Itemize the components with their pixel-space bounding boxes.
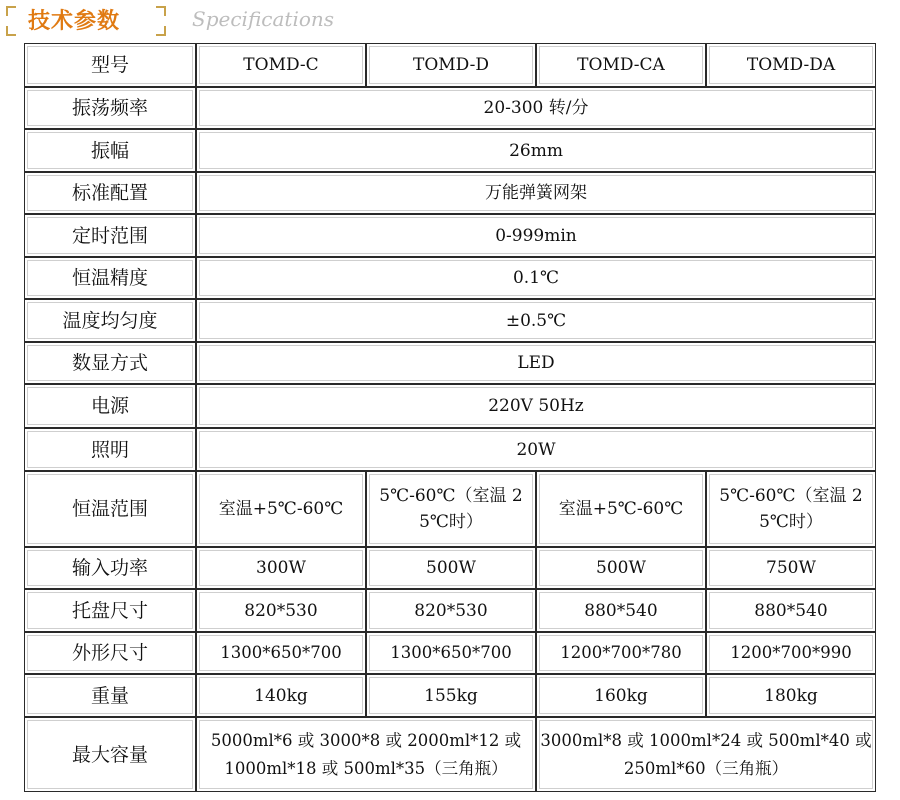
capacity-text: 5000ml*6 或 3000*8 或 2000ml*12 或 1000ml*18 或 500ml*35（三角瓶） — [210, 730, 522, 778]
shared-value — [196, 257, 876, 299]
value-text: 1200*700*780 — [560, 643, 682, 662]
temp-range-cell — [196, 471, 366, 547]
row-label — [24, 257, 196, 299]
value-cell — [196, 547, 366, 589]
value-text: 750W — [766, 558, 816, 578]
value-cell — [536, 589, 706, 632]
value-text: 880*540 — [584, 600, 658, 621]
value-text: 820*530 — [414, 600, 488, 621]
shared-value-text: 20W — [516, 439, 556, 460]
row-label-text: 振荡频率 — [71, 97, 148, 119]
temp-range-cell — [706, 471, 876, 547]
shared-value-text: 万能弹簧网架 — [485, 183, 587, 203]
corner-ornament-icon — [6, 26, 16, 36]
capacity-cell — [536, 717, 876, 792]
row-label — [24, 172, 196, 214]
capacity-cell — [196, 717, 536, 792]
section-header — [6, 4, 366, 36]
temp-range-cell — [366, 471, 536, 547]
value-cell — [536, 547, 706, 589]
value-cell — [366, 632, 536, 674]
value-cell — [366, 589, 536, 632]
corner-ornament-icon — [156, 6, 166, 16]
shared-value-text: ±0.5℃ — [505, 310, 567, 331]
model-cell — [196, 43, 366, 87]
row-label — [24, 717, 196, 792]
value-cell — [706, 547, 876, 589]
shared-value-text: 0-999min — [495, 225, 577, 246]
row-label-text: 托盘尺寸 — [71, 599, 148, 622]
row-label-text: 标准配置 — [71, 182, 148, 204]
temp-range-text: 室温+5℃-60℃ — [558, 499, 684, 519]
row-label-text: 振幅 — [90, 139, 129, 162]
value-cell — [536, 674, 706, 717]
model-cell — [706, 43, 876, 87]
model-name: TOMD-D — [412, 55, 489, 75]
value-text: 140kg — [254, 685, 308, 706]
shared-value — [196, 172, 876, 214]
row-label — [24, 384, 196, 428]
value-text: 180kg — [764, 685, 818, 706]
shared-value — [196, 214, 876, 257]
row-label — [24, 674, 196, 717]
row-label-text: 电源 — [90, 395, 129, 417]
shared-value — [196, 428, 876, 471]
row-label — [24, 129, 196, 172]
shared-value-text: LED — [517, 353, 555, 373]
value-cell — [366, 547, 536, 589]
shared-value — [196, 342, 876, 384]
shared-value — [196, 299, 876, 342]
row-label-text: 定时范围 — [71, 224, 148, 247]
row-label — [24, 87, 196, 129]
row-label — [24, 342, 196, 384]
temp-range-cell — [536, 471, 706, 547]
corner-ornament-icon — [6, 6, 16, 16]
model-cell — [536, 43, 706, 87]
row-label-text: 数显方式 — [71, 352, 148, 374]
model-cell — [366, 43, 536, 87]
value-text: 1200*700*990 — [730, 643, 852, 662]
value-cell — [706, 589, 876, 632]
model-label-cell — [24, 43, 196, 87]
row-label-text: 重量 — [90, 684, 129, 707]
shared-value — [196, 87, 876, 129]
value-text: 160kg — [594, 685, 648, 706]
spec-table — [24, 43, 876, 792]
value-text: 880*540 — [754, 600, 828, 621]
row-label — [24, 471, 196, 547]
section-title: 技术参数 — [28, 9, 121, 34]
temp-range-text: 5℃-60℃（室温 2 5℃时） — [379, 486, 523, 532]
row-label-text: 输入功率 — [71, 557, 148, 579]
row-label-text: 恒温范围 — [71, 498, 148, 520]
row-label-text: 温度均匀度 — [62, 309, 158, 332]
value-cell — [706, 632, 876, 674]
row-label-text: 照明 — [90, 438, 129, 461]
row-label — [24, 632, 196, 674]
temp-range-text: 5℃-60℃（室温 2 5℃时） — [719, 486, 863, 532]
model-name: TOMD-CA — [577, 55, 665, 75]
value-cell — [196, 632, 366, 674]
shared-value-text: 0.1℃ — [512, 268, 560, 288]
value-text: 1300*650*700 — [220, 643, 342, 662]
row-label — [24, 547, 196, 589]
shared-value-text: 220V 50Hz — [488, 396, 584, 416]
model-label: 型号 — [90, 54, 129, 76]
row-label — [24, 428, 196, 471]
row-label-text: 最大容量 — [71, 743, 148, 766]
value-text: 300W — [256, 558, 306, 578]
row-label-text: 恒温精度 — [71, 267, 148, 289]
value-text: 820*530 — [244, 600, 318, 621]
model-name: TOMD-C — [243, 55, 319, 75]
value-text: 500W — [596, 558, 646, 578]
value-cell — [196, 674, 366, 717]
shared-value — [196, 129, 876, 172]
value-cell — [536, 632, 706, 674]
row-label — [24, 589, 196, 632]
row-label-text: 外形尺寸 — [71, 642, 148, 664]
shared-value-text: 20-300 转/分 — [483, 98, 589, 118]
value-cell — [366, 674, 536, 717]
shared-value-text: 26mm — [509, 140, 563, 161]
capacity-text: 3000ml*8 或 1000ml*24 或 500ml*40 或 250ml*60（三角瓶） — [540, 730, 872, 778]
value-cell — [706, 674, 876, 717]
temp-range-text: 室温+5℃-60℃ — [218, 499, 344, 519]
value-cell — [196, 589, 366, 632]
row-label — [24, 299, 196, 342]
row-label — [24, 214, 196, 257]
section-subtitle: Specifications — [192, 7, 335, 31]
corner-ornament-icon — [156, 26, 166, 36]
value-text: 155kg — [424, 685, 478, 706]
model-name: TOMD-DA — [746, 55, 836, 75]
value-text: 1300*650*700 — [390, 643, 512, 662]
shared-value — [196, 384, 876, 428]
value-text: 500W — [426, 558, 476, 578]
